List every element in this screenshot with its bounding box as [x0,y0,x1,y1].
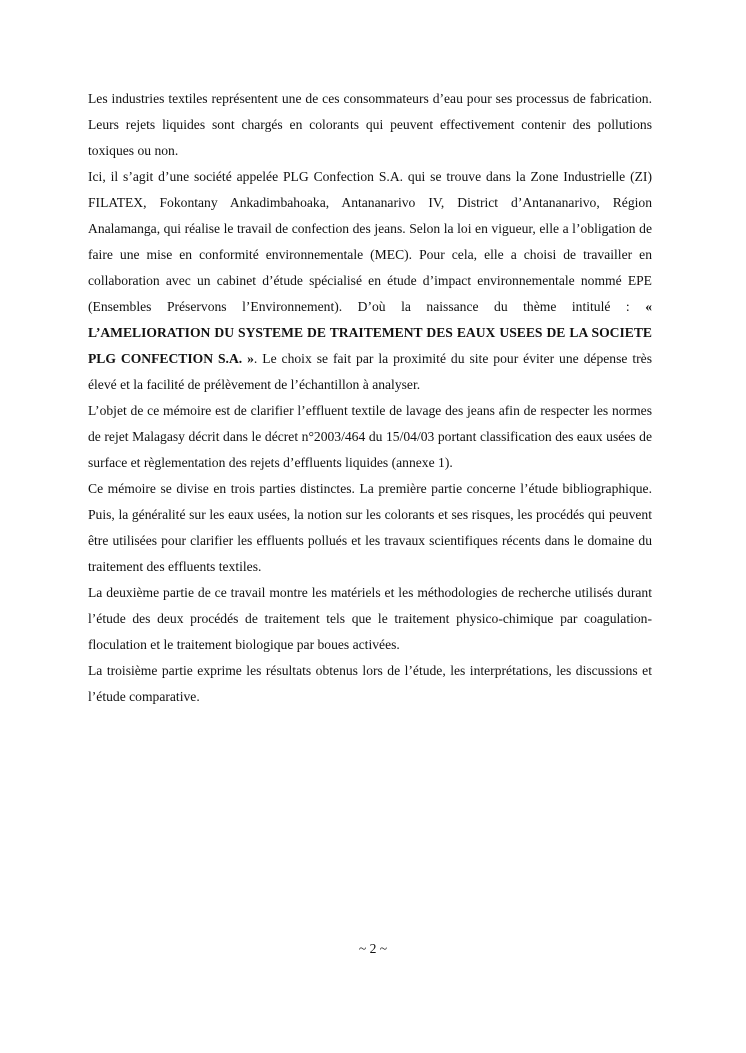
paragraph-part-two: La deuxième partie de ce travail montre les matériels et les méthodologies de recherche utilisés durant l’étude des deux procédés de traitement tels que le traitement physico-chimique par coagulation-floculation et le traitement biologique par boues activées. [88,585,652,652]
paragraph-objective: L’objet de ce mémoire est de clarifier l’effluent textile de lavage des jeans afin de respecter les normes de rejet Malagasy décrit dans le décret n°2003/464 du 15/04/03 portant classification des eaux usées de surface et règlementation des rejets d’effluents liquides (annexe 1). [88,403,652,470]
body-text [88,86,652,710]
paragraph-company-text-end: . Le choix se fait par la proximité du site pour éviter une dépense très élevé et la facilité de prélèvement de l’échantillon à analyser. [88,351,652,392]
thesis-title: « L’AMELIORATION DU SYSTEME DE TRAITEMENT DES EAUX USEES DE LA SOCIETE PLG CONFECTION S.A. » [88,299,652,366]
paragraph-company-context [88,164,652,398]
paragraph-intro: Les industries textiles représentent une de ces consommateurs d’eau pour ses processus de fabrication. Leurs rejets liquides sont chargés en colorants qui peuvent effectivement contenir des pollutions toxiques ou non. [88,91,652,158]
paragraph-company-text: Ici, il s’agit d’une société appelée PLG Confection S.A. qui se trouve dans la Zone Industrielle (ZI) FILATEX, Fokontany Ankadimbahoaka, Antananarivo IV, District d’Antananarivo, Région Analamanga, qui réalise le travail de confection des jeans. Selon la loi en vigueur, elle a l’obligation de faire une mise en conformité environnementale (MEC). Pour cela, elle a choisi de travailler en collaboration avec un cabinet d’étude spécialisé en étude d’impact environnementale nommé EPE (Ensembles Préservons l’Environnement). D’où la naissance du thème intitulé : [88,169,652,314]
paragraph-structure: Ce mémoire se divise en trois parties distinctes. La première partie concerne l’étude bibliographique. Puis, la généralité sur les eaux usées, la notion sur les colorants et ses risques, les procédés qui peuvent être utilisées pour clarifier les effluents pollués et les travaux scientifiques récents dans le domaine du traitement des effluents textiles. [88,481,652,574]
paragraph-part-three: La troisième partie exprime les résultats obtenus lors de l’étude, les interprétations, les discussions et l’étude comparative. [88,663,652,704]
page-number: ~ 2 ~ [358,941,388,956]
